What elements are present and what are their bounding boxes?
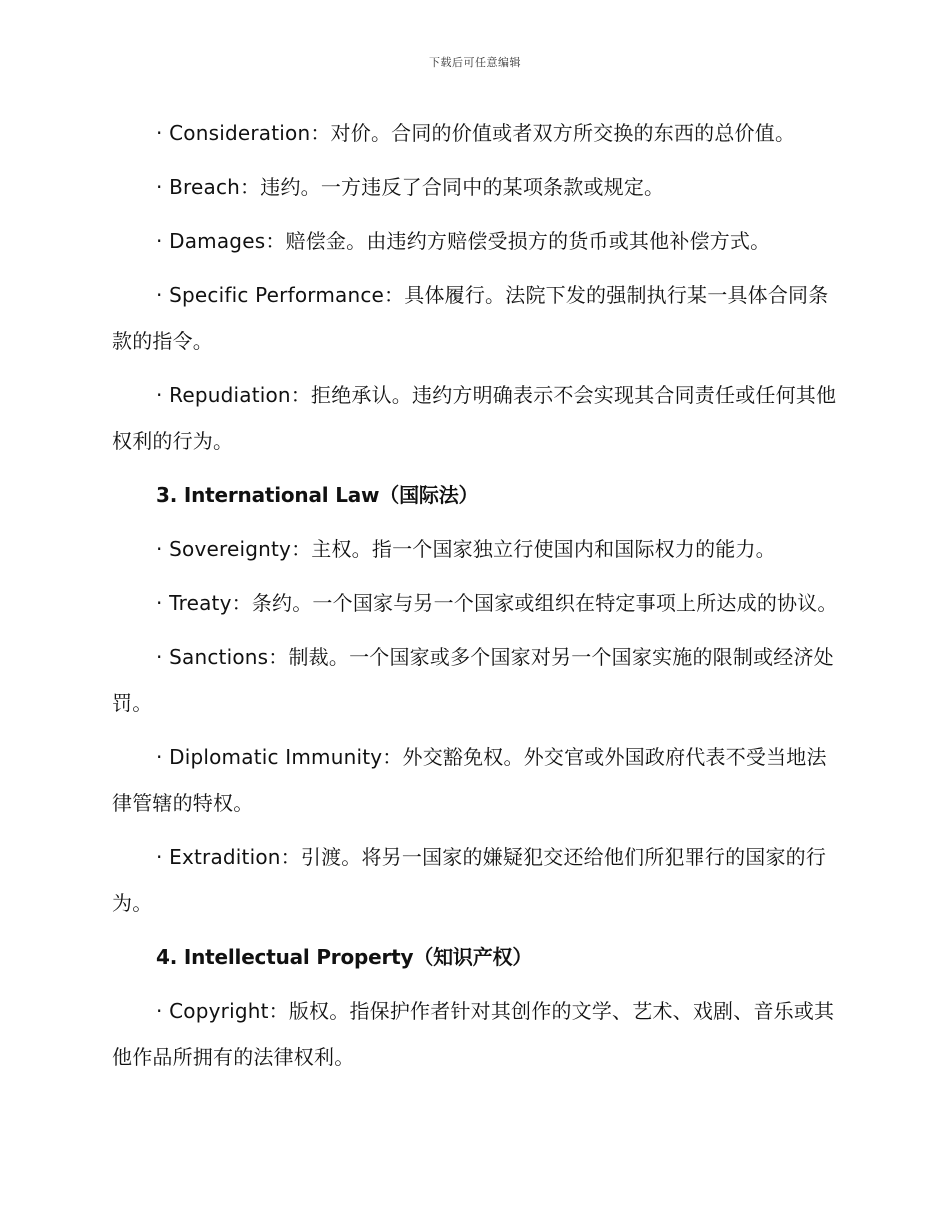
header-note: 下载后可任意编辑 — [429, 56, 521, 69]
term-consideration: · Consideration：对价。合同的价值或者双方所交换的东西的总价值。 — [156, 121, 796, 145]
term-diplomatic-immunity: · Diplomatic Immunity：外交豁免权。外交官或外国政府代表不受当地法律管辖的特权。 — [112, 745, 827, 815]
term-breach: · Breach：违约。一方违反了合同中的某项条款或规定。 — [156, 175, 665, 199]
term-copyright: · Copyright：版权。指保护作者针对其创作的文学、艺术、戏剧、音乐或其他作品所拥有的法律权利。 — [112, 999, 835, 1069]
term-extradition: · Extradition：引渡。将另一国家的嫌疑犯交还给他们所犯罪行的国家的行为。 — [112, 845, 827, 915]
term-sanctions: · Sanctions：制裁。一个国家或多个国家对另一个国家实施的限制或经济处罚。 — [112, 645, 834, 715]
term-treaty: · Treaty：条约。一个国家与另一个国家或组织在特定事项上所达成的协议。 — [156, 591, 838, 615]
section-heading-international-law: 3. International Law（国际法） — [156, 483, 479, 507]
document-body — [112, 110, 842, 1088]
term-sovereignty: · Sovereignty：主权。指一个国家独立行使国内和国际权力的能力。 — [156, 537, 776, 561]
section-heading-intellectual-property: 4. Intellectual Property（知识产权） — [156, 945, 533, 969]
term-repudiation: · Repudiation：拒绝承认。违约方明确表示不会实现其合同责任或任何其他权利的行为。 — [112, 383, 837, 453]
term-damages: · Damages：赔偿金。由违约方赔偿受损方的货币或其他补偿方式。 — [156, 229, 771, 253]
term-specific-performance: · Specific Performance：具体履行。法院下发的强制执行某一具体合同条款的指令。 — [112, 283, 829, 353]
